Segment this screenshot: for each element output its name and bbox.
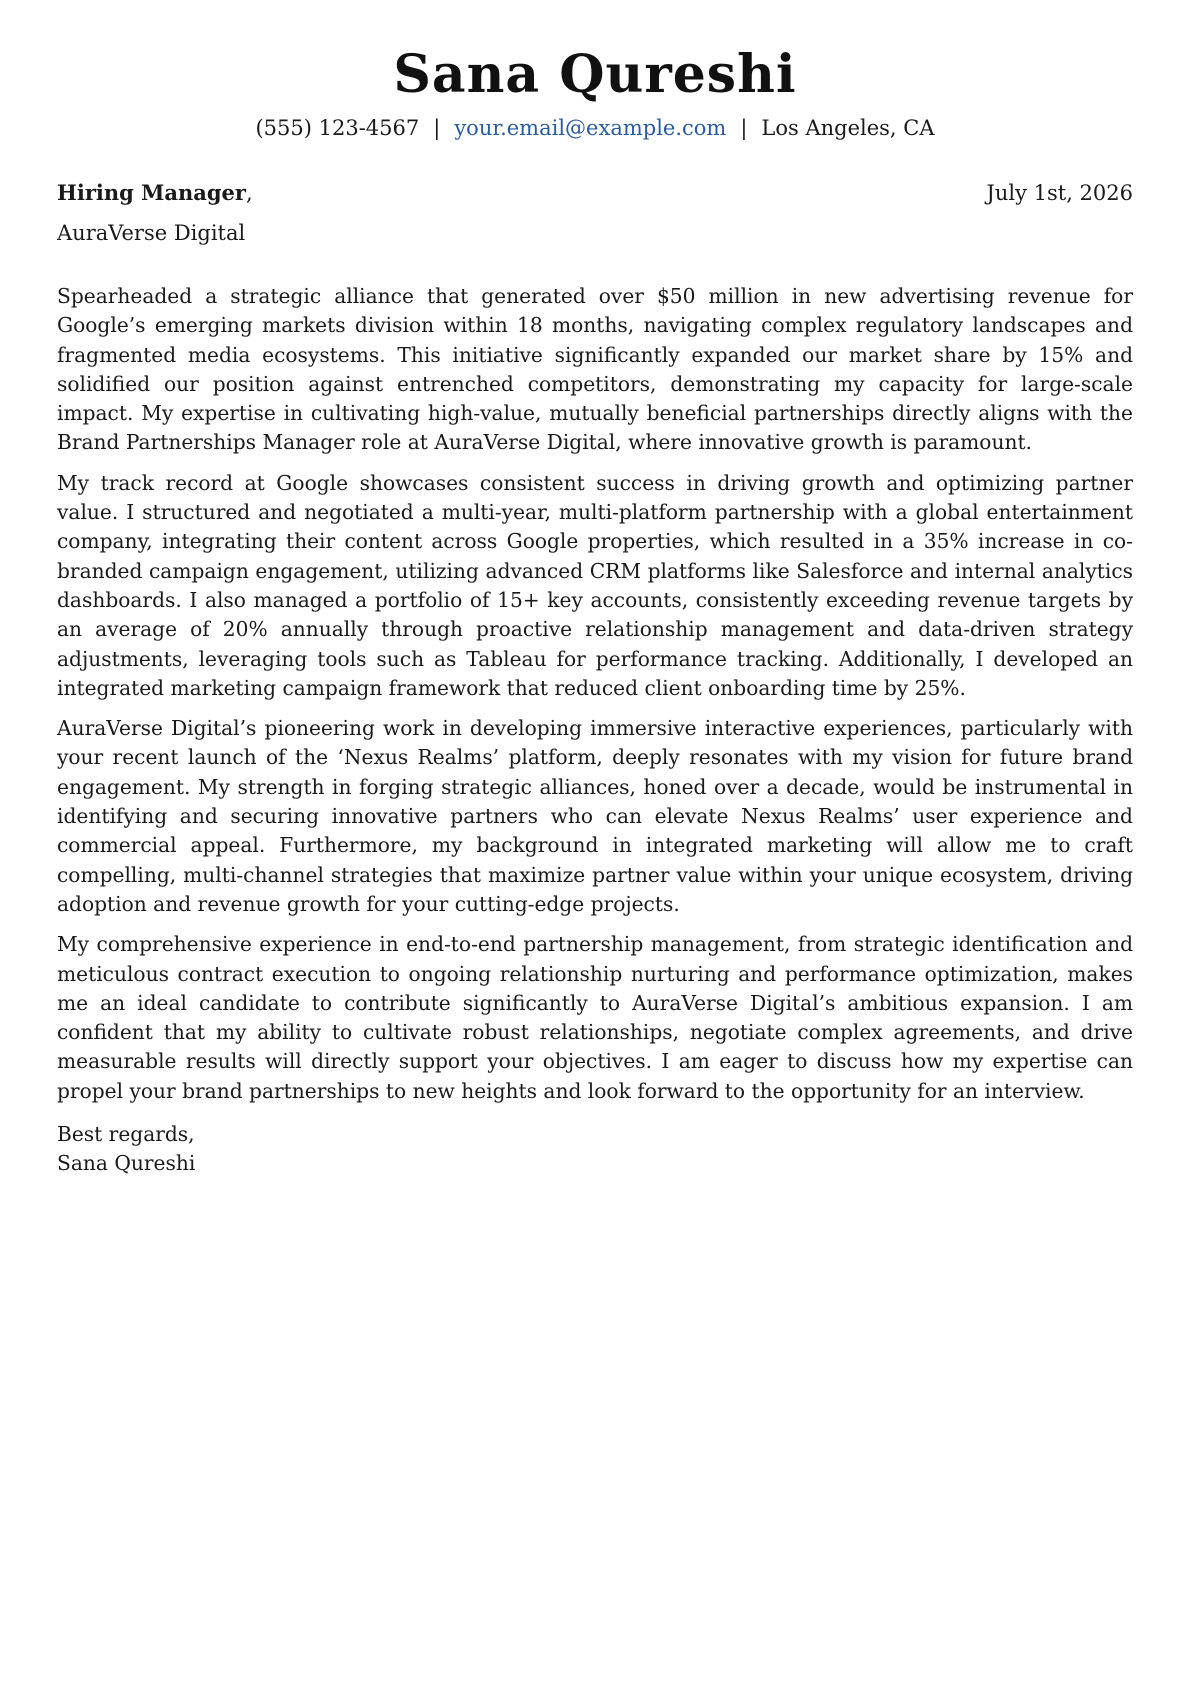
closing-salutation: Best regards, (57, 1122, 195, 1147)
letter-closing (57, 1120, 1133, 1179)
contact-separator: | (433, 116, 441, 140)
letter-body (57, 282, 1133, 1179)
letter-date: July 1st, 2026 (986, 181, 1133, 205)
recipient-title: Hiring Manager (57, 180, 246, 205)
contact-line (57, 113, 1133, 143)
phone-number: (555) 123-4567 (255, 116, 420, 140)
recipient-row (57, 178, 1133, 208)
recipient-salutation (57, 178, 253, 208)
location: Los Angeles, CA (761, 116, 935, 140)
body-paragraph: AuraVerse Digital’s pioneering work in developing immersive interactive experiences, particularly with your recent launch of the ‘Nexus Realms’ platform, deeply resonates with my vision for future brand engagement. My strength in forging strategic alliances, honed over a decade, would be instrumental in identifying and securing innovative partners who can elevate Nexus Realms’ user experience and commercial appeal. Furthermore, my background in integrated marketing will allow me to craft compelling, multi-channel strategies that maximize partner value within your unique ecosystem, driving adoption and revenue growth for your cutting-edge projects. (57, 716, 1133, 916)
body-paragraph: Spearheaded a strategic alliance that generated over $50 million in new advertising revenue for Google’s emerging markets division within 18 months, navigating complex regulatory landscapes and fragmented media ecosystems. This initiative significantly expanded our market share by 15% and solidified our position against entrenched competitors, demonstrating my capacity for large-scale impact. My expertise in cultivating high-value, mutually beneficial partnerships directly aligns with the Brand Partnerships Manager role at AuraVerse Digital, where innovative growth is paramount. (57, 284, 1133, 455)
email-link[interactable]: your.email@example.com (454, 116, 727, 140)
sender-name: Sana Qureshi (393, 44, 797, 105)
recipient-title-suffix: , (245, 181, 253, 205)
body-paragraph: My track record at Google showcases consistent success in driving growth and optimizing partner value. I structured and negotiated a multi-year, multi-platform partnership with a global entertainment company, integrating their content across Google properties, which resulted in a 35% increase in co-branded campaign engagement, utilizing advanced CRM platforms like Salesforce and internal analytics dashboards. I also managed a portfolio of 15+ key accounts, consistently exceeding revenue targets by an average of 20% annually through proactive relationship management and data-driven strategy adjustments, leveraging tools such as Tableau for performance tracking. Additionally, I developed an integrated marketing campaign framework that reduced client onboarding time by 25%. (57, 470, 1133, 700)
body-paragraph: My comprehensive experience in end-to-end partnership management, from strategic identification and meticulous contract execution to ongoing relationship nurturing and performance optimization, makes me an ideal candidate to contribute significantly to AuraVerse Digital’s ambitious expansion. I am confident that my ability to cultivate robust relationships, negotiate complex agreements, and drive measurable results will directly support your objectives. I am eager to discuss how my expertise can propel your brand partnerships to new heights and look forward to the opportunity for an interview. (57, 932, 1133, 1103)
recipient-company: AuraVerse Digital (57, 221, 246, 245)
contact-separator: | (740, 116, 748, 140)
closing-signature: Sana Qureshi (57, 1151, 196, 1176)
